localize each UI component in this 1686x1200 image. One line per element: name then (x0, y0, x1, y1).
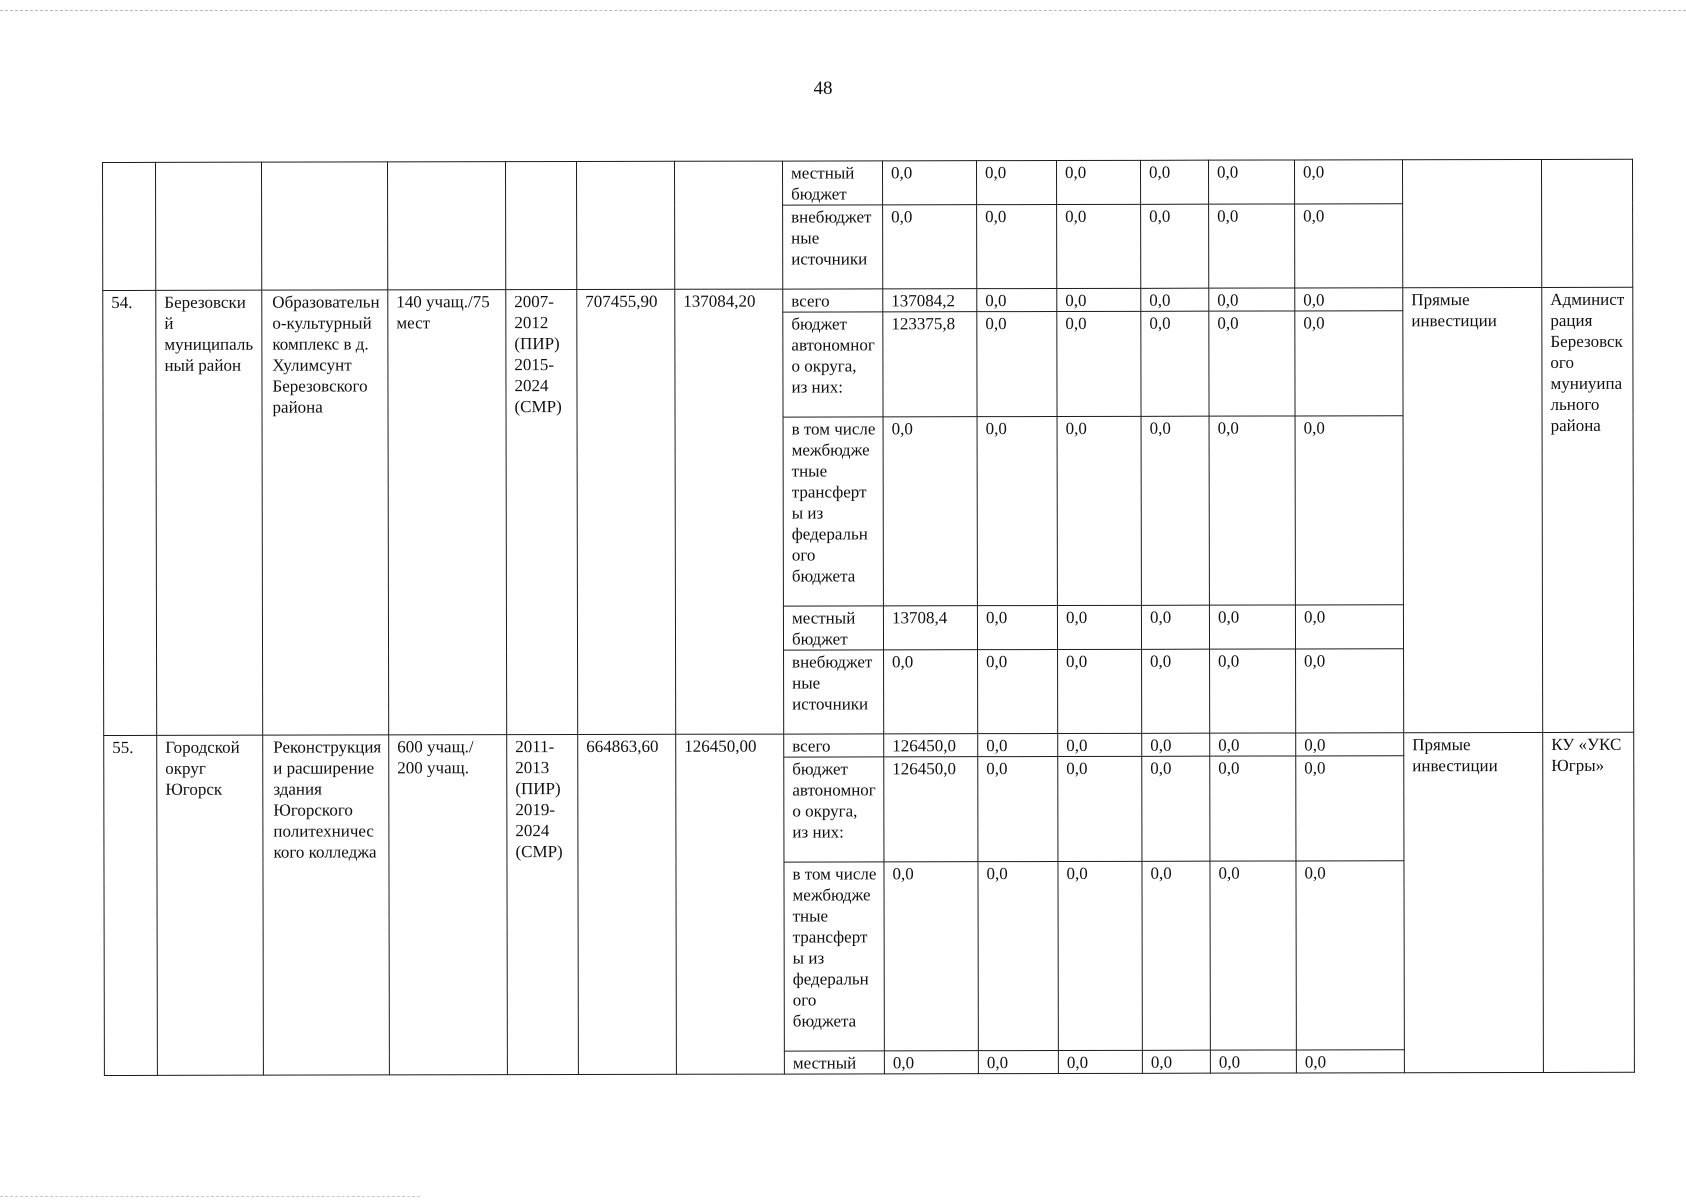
empty-cell (156, 162, 262, 290)
value-cell: 0,0 (1210, 861, 1296, 1050)
empty-cell (103, 162, 156, 290)
value-cell: 0,0 (1140, 160, 1208, 204)
value-cell: 0,0 (1057, 288, 1141, 311)
investment-form-cell: Прямые инвестиции (1403, 287, 1543, 732)
table-row (103, 287, 1633, 313)
empty-cell (262, 162, 388, 290)
funding-source-cell: местный (784, 1051, 884, 1074)
value-cell: 0,0 (1142, 649, 1210, 733)
value-cell: 0,0 (1058, 1050, 1142, 1073)
value-cell: 0,0 (1210, 1050, 1296, 1073)
period-cell: 2007-2012 (ПИР) 2015-2024 (СМР) (506, 290, 578, 735)
investment-form-cell: Прямые инвестиции (1404, 732, 1544, 1072)
value-cell: 123375,8 (883, 312, 977, 417)
object-name-cell: Образовательно-культурный комплекс в д. Хулимсунт Березовского района (262, 290, 389, 735)
value-cell: 0,0 (1141, 288, 1209, 311)
value-cell: 126450,0 (884, 734, 978, 757)
value-cell: 0,0 (1295, 416, 1403, 605)
funding-source-cell: бюджет автономного округа, из них: (784, 757, 884, 862)
table-row (103, 159, 1633, 206)
value-cell: 0,0 (1296, 756, 1404, 861)
value-cell: 0,0 (1058, 733, 1142, 756)
value-cell: 0,0 (1058, 861, 1142, 1050)
value-cell: 0,0 (978, 1050, 1058, 1073)
value-cell: 0,0 (1056, 160, 1140, 204)
investment-table (102, 159, 1635, 1076)
value-cell: 126450,0 (884, 757, 978, 862)
value-cell: 0,0 (1058, 756, 1142, 861)
value-cell: 0,0 (1142, 861, 1210, 1050)
empty-cell (674, 161, 782, 289)
empty-cell (577, 161, 675, 289)
value-cell: 0,0 (1295, 204, 1403, 288)
estimated-cost-cell: 664863,60 (578, 734, 677, 1074)
value-cell: 0,0 (1142, 756, 1210, 861)
value-cell: 0,0 (1058, 649, 1142, 733)
value-cell: 0,0 (1141, 204, 1209, 288)
funding-source-cell: внебюджетные источники (784, 650, 884, 734)
customer-cell: КУ «УКС Югры» (1543, 732, 1635, 1072)
value-cell: 0,0 (883, 205, 977, 289)
period-cell: 2011-2013 (ПИР) 2019-2024 (СМР) (507, 735, 579, 1075)
value-cell: 0,0 (1057, 204, 1141, 288)
value-cell: 0,0 (1057, 416, 1141, 605)
value-cell: 0,0 (1209, 311, 1295, 416)
funding-source-cell: в том числе межбюджетные трансферты из федерального бюджета (783, 417, 883, 606)
value-cell: 0,0 (1296, 861, 1404, 1050)
value-cell: 0,0 (1141, 416, 1209, 605)
value-cell: 0,0 (884, 650, 978, 734)
scan-edge-bottom (0, 1196, 420, 1197)
value-cell: 0,0 (1057, 311, 1141, 416)
value-cell: 0,0 (882, 161, 976, 205)
value-cell: 0,0 (977, 312, 1057, 417)
value-cell: 0,0 (1294, 160, 1402, 204)
value-cell: 0,0 (1296, 733, 1404, 756)
empty-cell (388, 162, 506, 290)
value-cell: 0,0 (977, 289, 1057, 312)
value-cell: 0,0 (1209, 204, 1295, 288)
value-cell: 0,0 (976, 161, 1056, 205)
empty-cell (506, 162, 577, 290)
value-cell: 0,0 (883, 417, 977, 606)
value-cell: 0,0 (1296, 1050, 1404, 1073)
value-cell: 0,0 (884, 862, 978, 1051)
value-cell: 0,0 (1057, 605, 1141, 649)
estimated-cost-cell: 707455,90 (577, 289, 676, 734)
value-cell: 0,0 (978, 733, 1058, 756)
scan-edge-top (0, 10, 1686, 11)
value-cell: 0,0 (977, 417, 1057, 606)
municipality-cell: Городской округ Югорск (157, 735, 264, 1075)
row-number-cell: 55. (104, 735, 158, 1075)
municipality-cell: Березовский муниципальный район (156, 290, 263, 735)
funding-source-cell: внебюджетные источники (783, 205, 883, 289)
value-cell: 0,0 (978, 649, 1058, 733)
value-cell: 0,0 (1295, 605, 1403, 649)
value-cell: 0,0 (1210, 733, 1296, 756)
page-number: 48 (813, 78, 833, 99)
value-cell: 0,0 (1296, 649, 1404, 733)
value-cell: 0,0 (1142, 1050, 1210, 1073)
row-number-cell: 54. (103, 290, 157, 735)
value-cell: 0,0 (977, 205, 1057, 289)
funding-source-cell: в том числе межбюджетные трансферты из федерального бюджета (784, 862, 884, 1051)
value-cell: 0,0 (1141, 605, 1209, 649)
value-cell: 0,0 (978, 861, 1058, 1050)
value-cell: 0,0 (1295, 311, 1403, 416)
value-cell: 0,0 (1209, 416, 1295, 605)
customer-cell: Администрация Березовского муниуипального района (1542, 287, 1634, 732)
object-name-cell: Реконструкция и расширение здания Югорского политехнического колледжа (263, 735, 390, 1075)
value-cell: 0,0 (1208, 160, 1294, 204)
value-cell: 0,0 (1295, 288, 1403, 311)
funding-source-cell: местный бюджет (783, 606, 883, 650)
value-cell: 0,0 (884, 1051, 978, 1074)
value-cell: 0,0 (1209, 605, 1295, 649)
funding-source-cell: бюджет автономного округа, из них: (783, 312, 883, 417)
value-cell: 0,0 (977, 605, 1057, 649)
value-cell: 0,0 (1210, 649, 1296, 733)
capacity-cell: 140 учащ./75 мест (388, 290, 507, 735)
funding-source-cell: всего (784, 734, 884, 757)
value-cell: 0,0 (978, 756, 1058, 861)
funding-source-cell: всего (783, 289, 883, 312)
remaining-cost-cell: 137084,20 (675, 289, 784, 734)
capacity-cell: 600 учащ./ 200 учащ. (389, 735, 508, 1075)
value-cell: 0,0 (1210, 756, 1296, 861)
remaining-cost-cell: 126450,00 (676, 734, 785, 1074)
empty-cell (1402, 159, 1541, 287)
empty-cell (1541, 159, 1632, 287)
value-cell: 137084,2 (883, 289, 977, 312)
value-cell: 0,0 (1141, 311, 1209, 416)
value-cell: 0,0 (1209, 288, 1295, 311)
value-cell: 13708,4 (883, 606, 977, 650)
funding-source-cell: местный бюджет (782, 161, 882, 205)
table-row (104, 732, 1634, 758)
value-cell: 0,0 (1142, 733, 1210, 756)
